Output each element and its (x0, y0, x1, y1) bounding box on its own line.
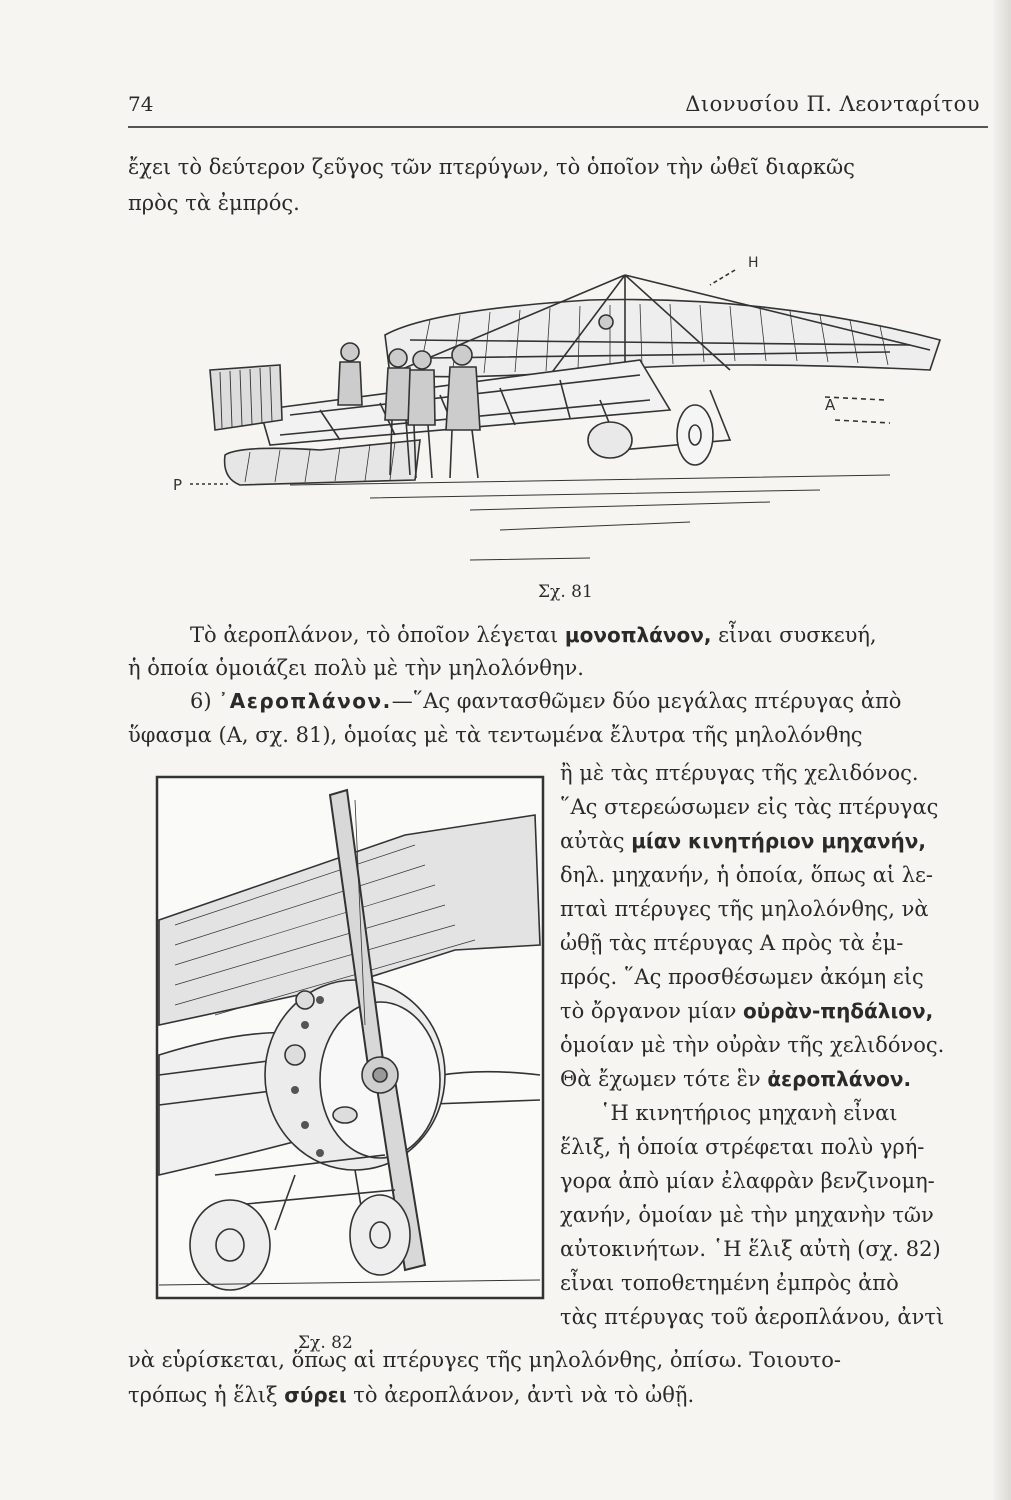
page-header (128, 92, 988, 128)
bold-term-monoplane: μονοπλάνον, (564, 623, 712, 647)
text-line-1: ἔχει τὸ δεύτερον ζεῦγος τῶν πτερύγων, τὸ ὁποῖον τὴν ὠθεῖ διαρκῶς (128, 155, 855, 179)
text-span: εἶναι συσκευή, (711, 623, 877, 647)
bold-term-pulls: σύρει (284, 1383, 347, 1407)
figure-82-caption: Σχ. 82 (298, 1333, 353, 1353)
paragraph-1-line-1 (190, 620, 877, 650)
bold-term-engine: μίαν κινητήριον μηχανήν, (631, 829, 927, 853)
column-line-17: τὰς πτέρυγας τοῦ ἀεροπλάνου, ἀντὶ (560, 1305, 945, 1329)
section-number: 6) (190, 689, 219, 713)
column-line-1: ἢ μὲ τὰς πτέρυγας τῆς χελιδόνος. (560, 761, 919, 785)
bold-term-tail-rudder: οὐρὰν-πηδάλιον, (743, 999, 934, 1023)
page-edge-shadow (993, 0, 1011, 1500)
paragraph-2-line-2: ὕφασμα (Α, σχ. 81), ὁμοίας μὲ τὰ τεντωμένα ἔλυτρα τῆς μηλολόνθης (128, 723, 863, 747)
text-span: τὸ ἀεροπλάνον, ἀντὶ νὰ τὸ ὠθῇ. (346, 1383, 695, 1407)
section-heading-aeroplane: ᾿Αεροπλάνον. (218, 689, 392, 713)
column-line-5: πταὶ πτέρυγες τῆς μηλολόνθης, νὰ (560, 897, 929, 921)
column-line-12: ἕλιξ, ἡ ὁποία στρέφεται πολὺ γρή- (560, 1135, 925, 1159)
figure-81-label-h: Η (748, 255, 759, 271)
paragraph-2-line-1 (190, 686, 901, 716)
column-line-8 (560, 996, 933, 1026)
bold-term-aeroplane: ἀεροπλάνον. (767, 1067, 912, 1091)
text-span: Τὸ ἀεροπλάνον, τὸ ὁποῖον λέγεται (190, 623, 565, 647)
closing-line-1: νὰ εὑρίσκεται, ὅπως αἱ πτέρυγες τῆς μηλολόνθης, ὀπίσω. Τοιουτο- (128, 1348, 841, 1372)
text-span: τὸ ὄργανον μίαν (560, 999, 744, 1023)
page-number: 74 (128, 92, 154, 116)
text-span: τρόπως ἡ ἕλιξ (128, 1383, 285, 1407)
text-span: Θὰ ἔχωμεν τότε ἓν (560, 1067, 768, 1091)
column-line-16: εἶναι τοποθετημένη ἐμπρὸς ἀπὸ (560, 1271, 899, 1295)
column-line-3 (560, 826, 926, 856)
column-line-4: δηλ. μηχανήν, ἡ ὁποία, ὅπως αἱ λε- (560, 863, 933, 887)
figure-82-propeller-illustration (155, 775, 545, 1300)
column-line-2: ῞Ας στερεώσωμεν εἰς τὰς πτέρυγας (560, 795, 939, 819)
figure-81-label-a: Α (825, 396, 836, 414)
column-line-14: χανήν, ὁμοίαν μὲ τὴν μηχανὴν τῶν (560, 1203, 934, 1227)
figure-81-monoplane-illustration (170, 240, 950, 585)
running-title: Διονυσίου Π. Λεονταρίτου (685, 92, 980, 116)
column-line-13: γορα ἀπὸ μίαν ἐλαφρὰν βενζινομη- (560, 1169, 935, 1193)
column-line-15: αὐτοκινήτων. ῾Η ἕλιξ αὐτὴ (σχ. 82) (560, 1237, 941, 1261)
text-span: αὐτὰς (560, 829, 632, 853)
paragraph-1-line-2: ἡ ὁποία ὁμοιάζει πολὺ μὲ τὴν μηλολόνθην. (128, 656, 584, 680)
column-line-6: ὠθῇ τὰς πτέρυγας Α πρὸς τὰ ἐμ- (560, 931, 904, 955)
text-line-2: πρὸς τὰ ἐμπρός. (128, 191, 300, 215)
figure-81-caption: Σχ. 81 (538, 582, 593, 602)
closing-line-2 (128, 1380, 694, 1410)
figure-81-label-p: Ρ (173, 476, 183, 494)
column-line-9: ὁμοίαν μὲ τὴν οὐρὰν τῆς χελιδόνος. (560, 1033, 945, 1057)
text-span: —῞Ας φαντασθῶμεν δύο μεγάλας πτέρυγας ἀπὸ (391, 689, 902, 713)
column-line-11: ῾Η κινητήριος μηχανὴ εἶναι (600, 1101, 898, 1125)
column-line-10 (560, 1064, 911, 1094)
column-line-7: πρός. ῞Ας προσθέσωμεν ἀκόμη εἰς (560, 965, 924, 989)
